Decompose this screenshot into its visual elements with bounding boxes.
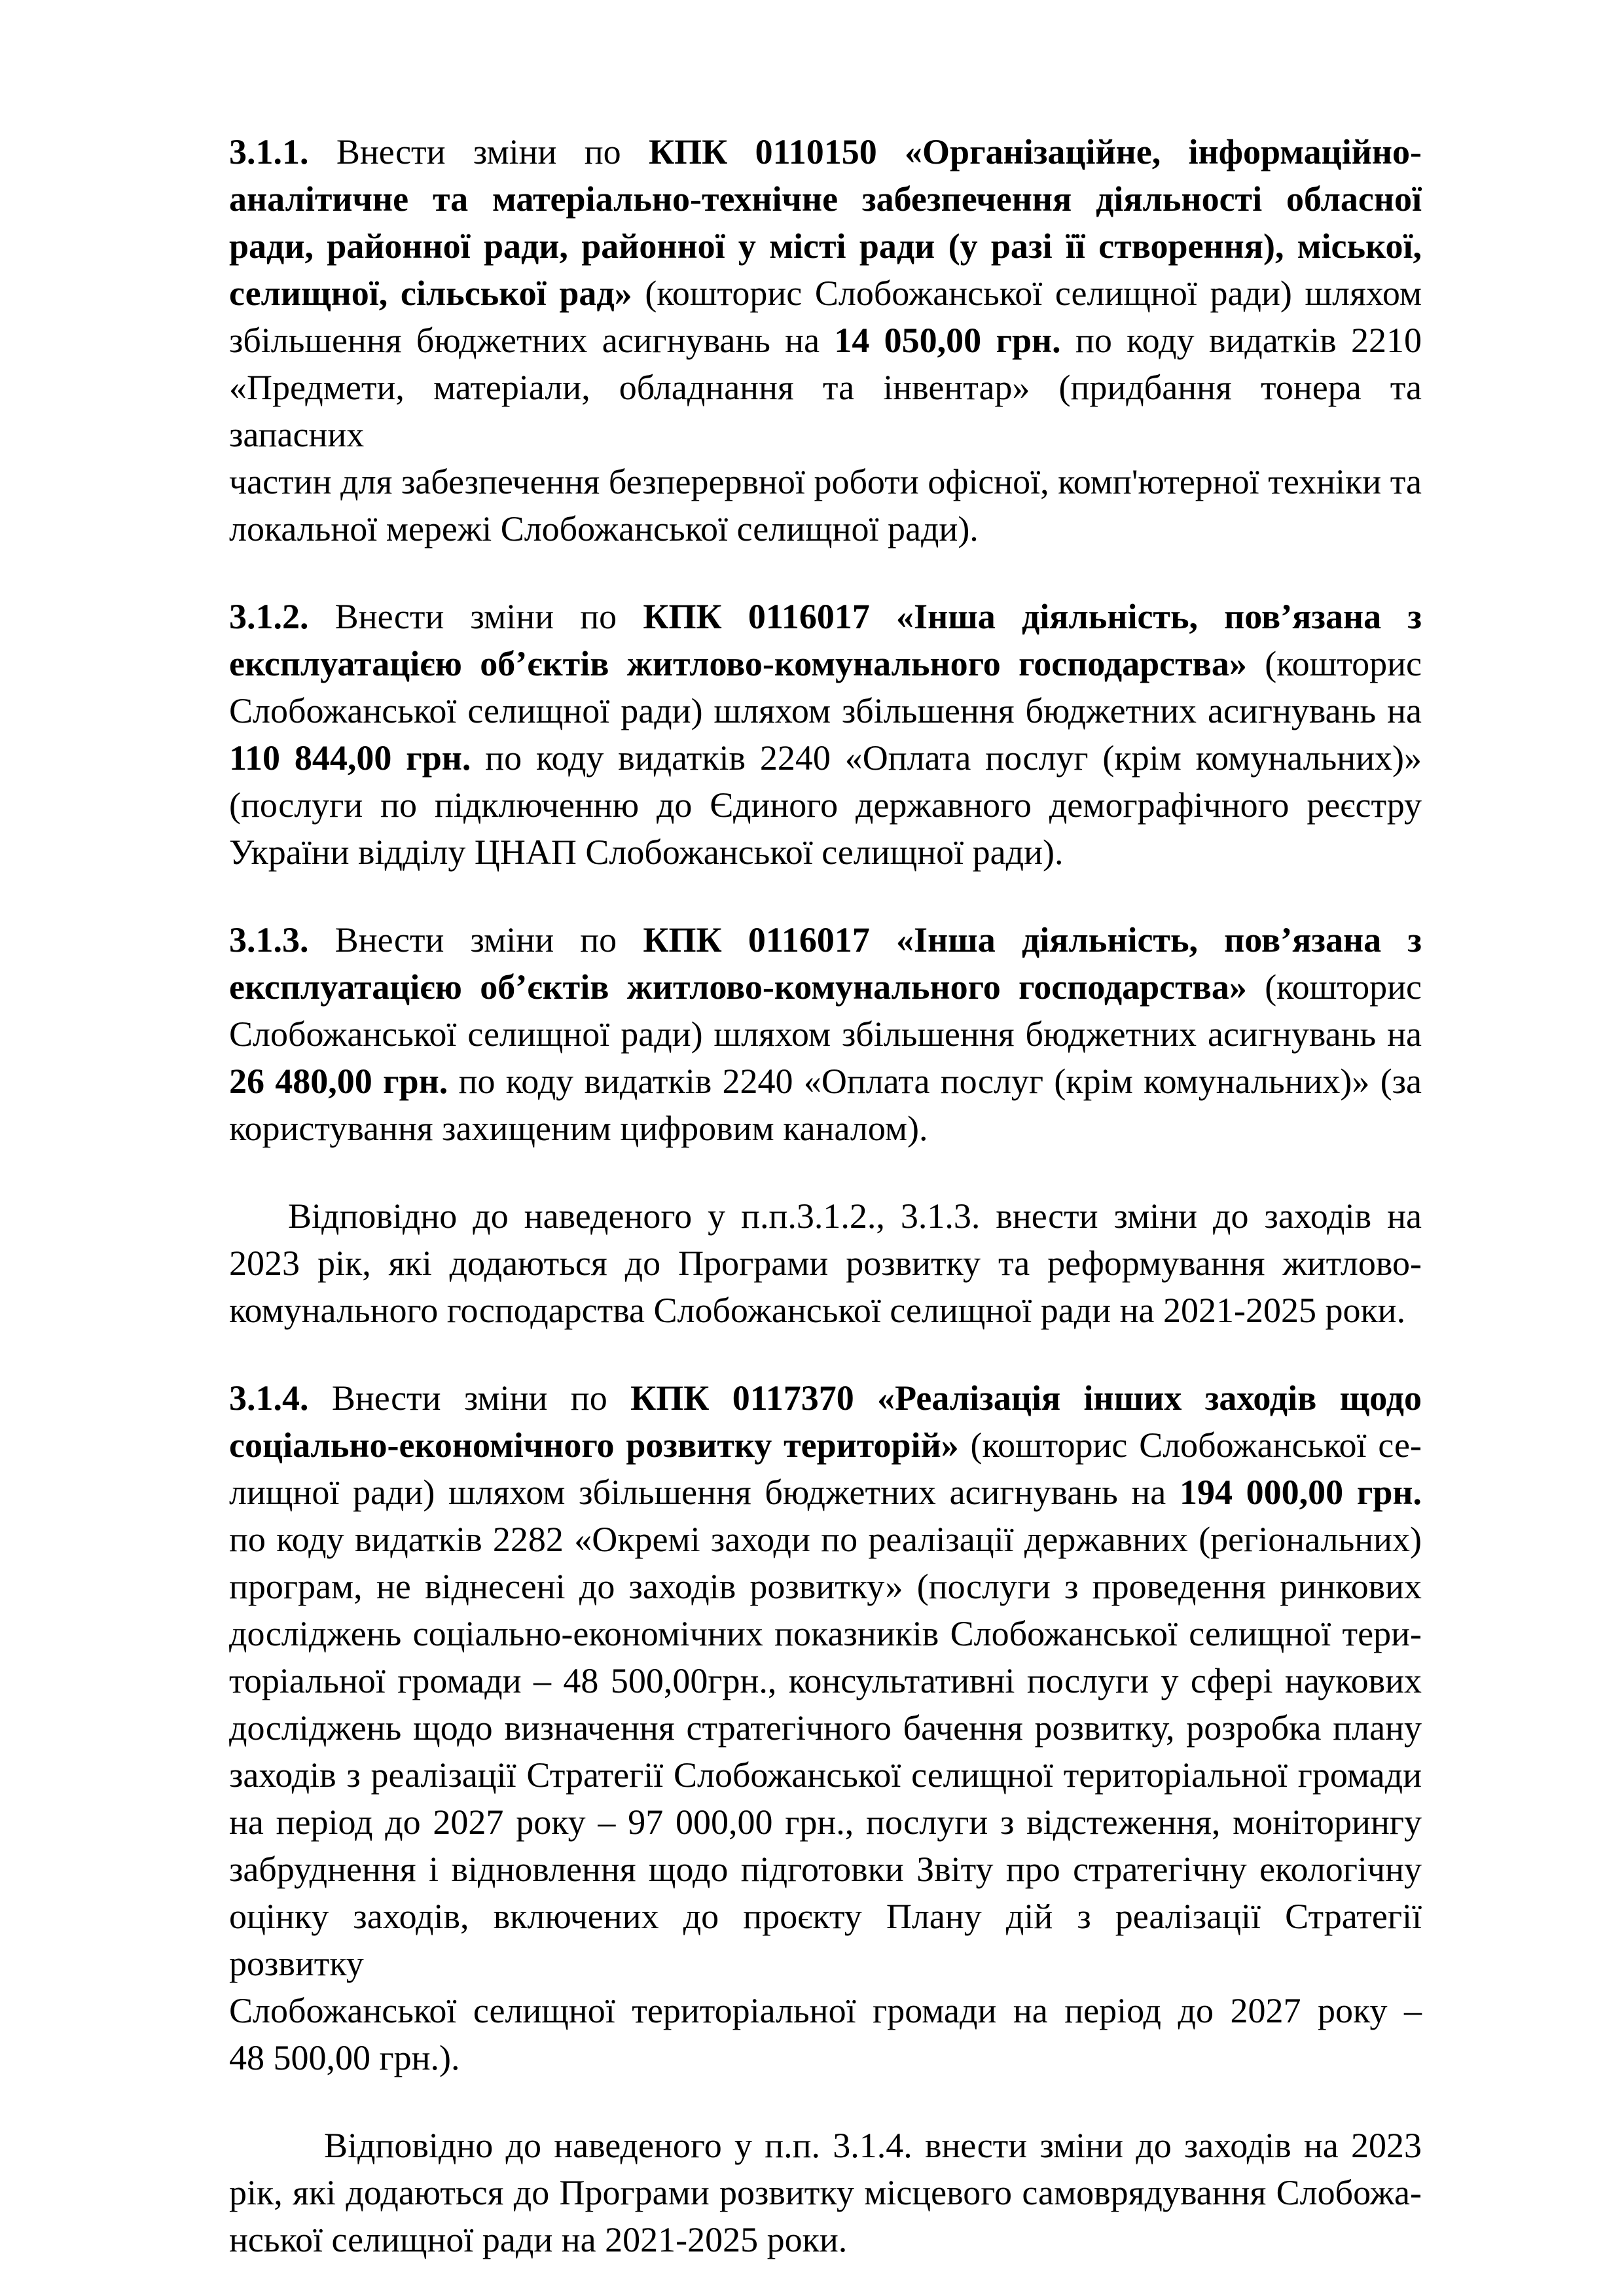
text-run: торіальної громади – 48 500,00грн., консультативні послуги у сфері наукових <box>229 1661 1422 1700</box>
text-run: по коду видатків 2240 «Оплата послуг (крім комунальних)» (за <box>448 1062 1422 1101</box>
paragraph-3-1-1-line-7 <box>229 458 1422 505</box>
paragraph-3-1-1 <box>229 128 1422 552</box>
bold-text-run: 3.1.4. <box>229 1378 309 1418</box>
bold-text-run: 3.1.1. <box>229 132 309 171</box>
paragraph-ref-3-1-4-line-1 <box>229 2122 1422 2169</box>
paragraph-3-1-3-line-2 <box>229 963 1422 1011</box>
bold-text-run: 3.1.2. <box>229 597 309 636</box>
text-run: заходів з реалізації Стратегії Слобожанської селищної територіальної громади <box>229 1755 1422 1795</box>
bold-text-run: 194 000,00 грн. <box>1179 1473 1422 1512</box>
paragraph-3-1-1-line-1 <box>229 128 1422 175</box>
bold-text-run: експлуатацією об’єктів житлово-комунального господарства» <box>229 644 1247 683</box>
paragraph-3-1-4-line-9 <box>229 1751 1422 1799</box>
paragraph-3-1-1-line-4 <box>229 270 1422 317</box>
text-run: на період до 2027 року – 97 000,00 грн., послуги з відстеження, моніторингу <box>229 1803 1422 1842</box>
paragraph-3-1-4-line-2 <box>229 1422 1422 1469</box>
bold-text-run: 26 480,00 грн. <box>229 1062 448 1101</box>
paragraph-3-1-4-line-7 <box>229 1657 1422 1704</box>
bold-text-run: КПК 0117370 «Реалізація інших заходів щодо <box>630 1378 1422 1418</box>
text-run: користування захищеним цифровим каналом). <box>229 1109 928 1148</box>
text-run: по коду видатків 2240 «Оплата послуг (крім комунальних)» <box>471 738 1422 778</box>
text-run: Внести зміни по <box>308 597 643 636</box>
text-run: рік, які додаються до Програми розвитку місцевого самоврядування Слобожа- <box>229 2173 1422 2212</box>
paragraph-3-1-1-line-2 <box>229 175 1422 223</box>
text-run: по коду видатків 2282 «Окремі заходи по реалізації державних (регіональних) <box>229 1520 1422 1559</box>
bold-text-run: КПК 0116017 «Інша діяльність, пов’язана з <box>643 920 1422 960</box>
paragraph-3-1-4-line-1 <box>229 1374 1422 1422</box>
paragraph-ref-3-1-2-3-1-3-line-2 <box>229 1240 1422 1287</box>
paragraph-3-1-3-line-5 <box>229 1105 1422 1152</box>
text-run: досліджень щодо визначення стратегічного бачення розвитку, розробка плану <box>229 1708 1422 1748</box>
paragraph-ref-3-1-2-3-1-3-line-1 <box>229 1193 1422 1240</box>
document-body <box>229 128 1422 2263</box>
paragraph-3-1-3-line-1 <box>229 916 1422 963</box>
paragraph-3-1-2-line-5 <box>229 781 1422 829</box>
paragraph-3-1-2-line-1 <box>229 593 1422 640</box>
paragraph-3-1-2-line-3 <box>229 687 1422 734</box>
paragraph-3-1-4-line-5 <box>229 1563 1422 1610</box>
paragraph-3-1-2-line-4 <box>229 734 1422 781</box>
paragraph-3-1-2-line-6 <box>229 829 1422 876</box>
text-run: України відділу ЦНАП Слобожанської селищної ради). <box>229 833 1064 872</box>
text-run: Слобожанської селищної ради) шляхом збільшення бюджетних асигнувань на <box>229 1014 1422 1054</box>
text-run: нської селищної ради на 2021-2025 роки. <box>229 2220 848 2259</box>
paragraph-3-1-1-line-3 <box>229 223 1422 270</box>
paragraph-3-1-4-line-12 <box>229 1893 1422 1987</box>
paragraph-3-1-4-line-11 <box>229 1846 1422 1893</box>
paragraph-ref-3-1-2-3-1-3-line-3 <box>229 1287 1422 1334</box>
paragraph-3-1-4-line-14 <box>229 2034 1422 2081</box>
text-run: 2023 рік, які додаються до Програми розвитку та реформування житлово- <box>229 1244 1422 1283</box>
text-run: по коду видатків 2210 <box>1060 321 1422 360</box>
paragraph-3-1-4-line-10 <box>229 1799 1422 1846</box>
bold-text-run: ради, районної ради, районної у місті ради (у разі її створення), міської, <box>229 226 1422 266</box>
paragraph-ref-3-1-4 <box>229 2122 1422 2263</box>
text-run: частин для забезпечення безперервної роботи офісної, комп'ютерної техніки та <box>229 462 1422 501</box>
text-run: «Предмети, матеріали, обладнання та інвентар» (придбання тонера та запасних <box>229 368 1422 454</box>
paragraph-3-1-3-line-4 <box>229 1058 1422 1105</box>
paragraph-3-1-1-line-5 <box>229 317 1422 364</box>
text-run: (кошторис Слобожанської се- <box>958 1426 1422 1465</box>
text-run: (кошторис <box>1246 967 1422 1007</box>
text-run: 48 500,00 грн.). <box>229 2038 460 2077</box>
text-run: лищної ради) шляхом збільшення бюджетних асигнувань на <box>229 1473 1180 1512</box>
paragraph-3-1-4-line-6 <box>229 1610 1422 1657</box>
paragraph-3-1-3 <box>229 916 1422 1152</box>
text-run: Внести зміни по <box>308 132 649 171</box>
bold-text-run: КПК 0116017 «Інша діяльність, пов’язана з <box>643 597 1422 636</box>
text-run: комунального господарства Слобожанської селищної ради на 2021-2025 роки. <box>229 1291 1406 1330</box>
paragraph-3-1-1-line-6 <box>229 364 1422 458</box>
text-run: Внести зміни по <box>308 920 643 960</box>
paragraph-3-1-1-line-8 <box>229 505 1422 552</box>
text-run: оцінку заходів, включених до проєкту Плану дій з реалізації Стратегії розвитку <box>229 1897 1422 1983</box>
paragraph-3-1-4-line-4 <box>229 1516 1422 1563</box>
text-run: Відповідно до наведеного у п.п.3.1.2., 3.1.3. внести зміни до заходів на <box>288 1196 1422 1236</box>
text-run: локальної мережі Слобожанської селищної ради). <box>229 509 979 548</box>
text-run: збільшення бюджетних асигнувань на <box>229 321 835 360</box>
text-run: (кошторис <box>1246 644 1422 683</box>
paragraph-ref-3-1-2-3-1-3 <box>229 1193 1422 1334</box>
paragraph-3-1-3-line-3 <box>229 1011 1422 1058</box>
paragraph-3-1-4 <box>229 1374 1422 2081</box>
paragraph-3-1-4-line-3 <box>229 1469 1422 1516</box>
bold-text-run: 3.1.3. <box>229 920 309 960</box>
paragraph-ref-3-1-4-line-2 <box>229 2169 1422 2216</box>
bold-text-run: 110 844,00 грн. <box>229 738 471 778</box>
text-run: програм, не віднесені до заходів розвитку» (послуги з проведення ринкових <box>229 1567 1422 1606</box>
paragraph-3-1-4-line-8 <box>229 1704 1422 1751</box>
paragraph-3-1-2-line-2 <box>229 640 1422 687</box>
bold-text-run: експлуатацією об’єктів житлово-комунального господарства» <box>229 967 1247 1007</box>
bold-text-run: соціально-економічного розвитку територій» <box>229 1426 959 1465</box>
bold-text-run: селищної, сільської рад» <box>229 274 632 313</box>
text-run: Слобожанської селищної територіальної громади на період до 2027 року – <box>229 1991 1422 2030</box>
text-run: (послуги по підключенню до Єдиного державного демографічного реєстру <box>229 785 1422 825</box>
paragraph-3-1-4-line-13 <box>229 1987 1422 2034</box>
paragraph-ref-3-1-4-line-3 <box>229 2216 1422 2263</box>
paragraph-3-1-2 <box>229 593 1422 876</box>
bold-text-run: 14 050,00 грн. <box>834 321 1061 360</box>
text-run: досліджень соціально-економічних показників Слобожанської селищної тери- <box>229 1614 1422 1653</box>
text-run: Відповідно до наведеного у п.п. 3.1.4. внести зміни до заходів на 2023 <box>324 2126 1422 2165</box>
bold-text-run: аналітичне та матеріально-технічне забезпечення діяльності обласної <box>229 179 1422 219</box>
text-run: Внести зміни по <box>308 1378 631 1418</box>
text-run: забруднення і відновлення щодо підготовки Звіту про стратегічну екологічну <box>229 1850 1422 1889</box>
text-run: (кошторис Слобожанської селищної ради) шляхом <box>632 274 1422 313</box>
text-run: Слобожанської селищної ради) шляхом збільшення бюджетних асигнувань на <box>229 691 1422 730</box>
bold-text-run: КПК 0110150 «Організаційне, інформаційно- <box>649 132 1422 171</box>
